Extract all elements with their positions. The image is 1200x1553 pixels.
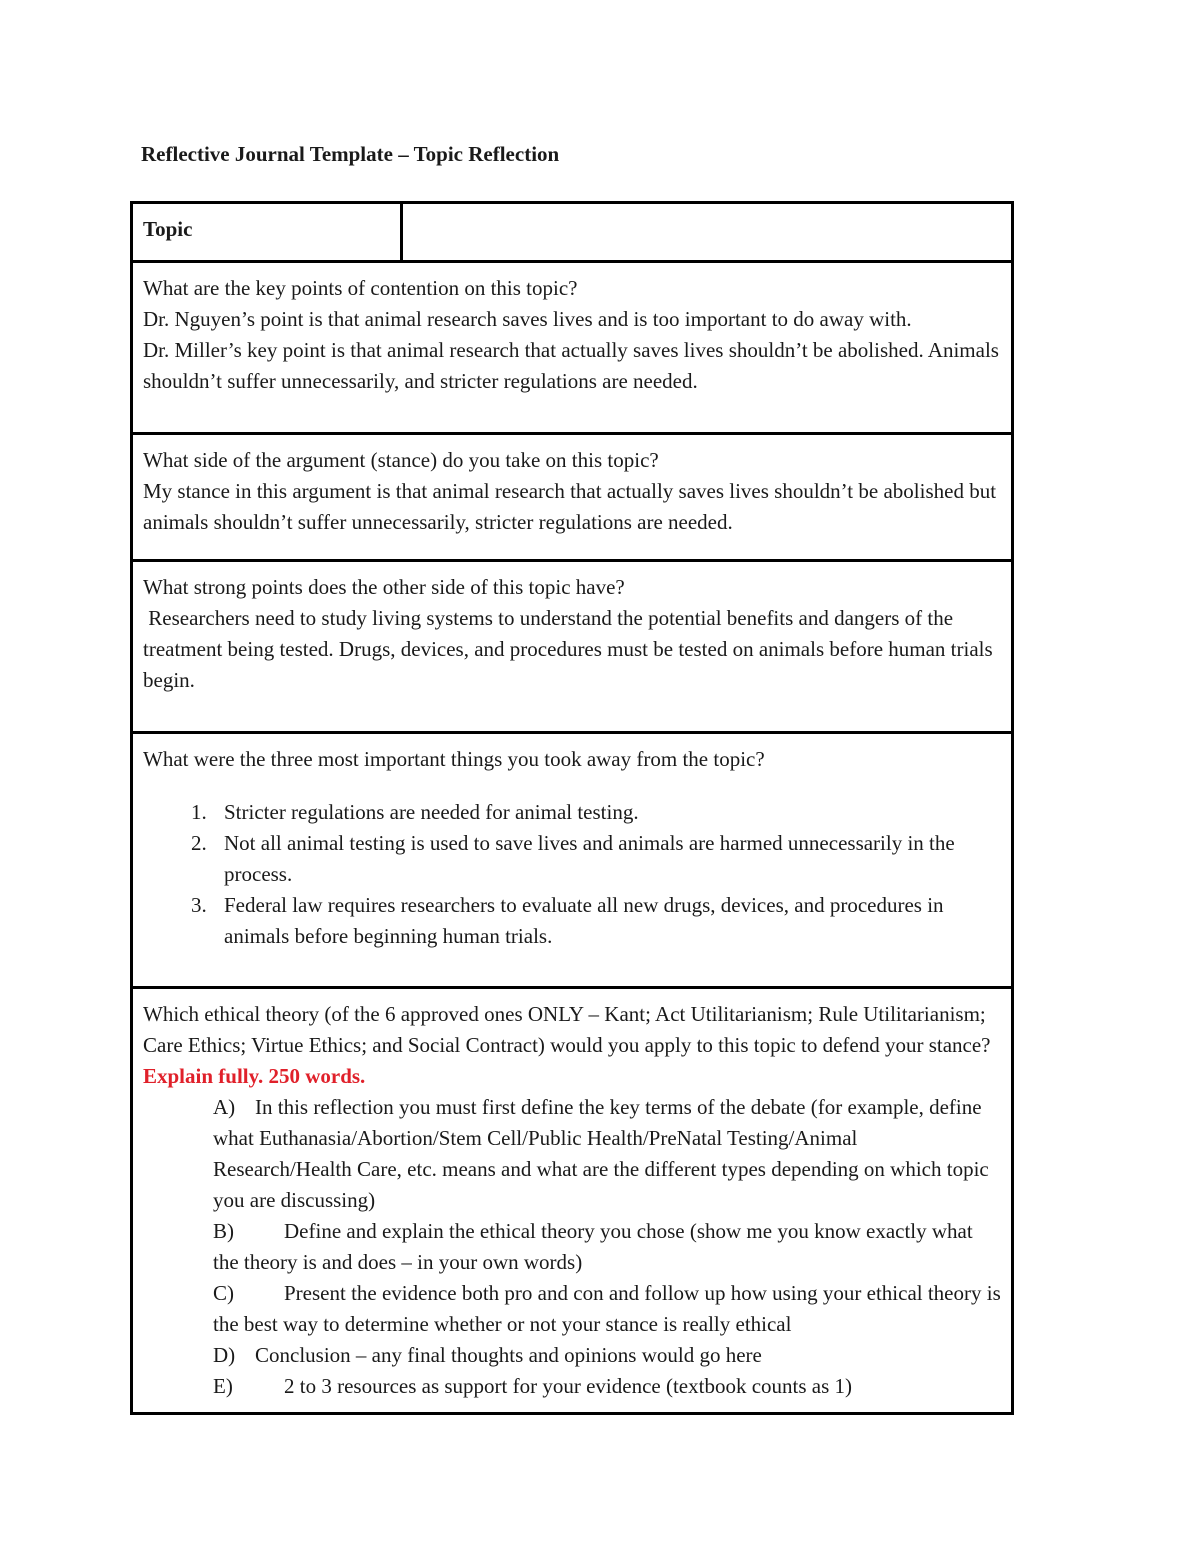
- step-text: Define and explain the ethical theory you chose (show me you know exactly what the theory is and does – in your own words): [213, 1219, 973, 1274]
- other-side-row: [132, 561, 1013, 733]
- ethics-question-text: Which ethical theory (of the 6 approved ones ONLY – Kant; Act Utilitarianism; Rule Utilitarianism; Care Ethics; Virtue Ethics; and Social Contract) would you apply to this topic to defend your stance?: [143, 1002, 991, 1057]
- ethics-cell[interactable]: [132, 988, 1013, 1414]
- reflection-table: [130, 201, 1014, 1415]
- key-points-cell[interactable]: [132, 262, 1013, 434]
- ethics-step-b: [213, 1216, 1001, 1278]
- other-side-question: What strong points does the other side of this topic have?: [143, 575, 625, 599]
- topic-value-cell[interactable]: [402, 203, 1013, 262]
- takeaway-item: 1. Stricter regulations are needed for animal testing.: [212, 797, 1001, 828]
- ethics-step-c: [213, 1278, 1001, 1340]
- takeaways-cell[interactable]: [132, 733, 1013, 988]
- ethics-step-e: [213, 1371, 1001, 1402]
- stance-cell[interactable]: [132, 434, 1013, 561]
- ethics-steps: [143, 1092, 1001, 1402]
- ethics-step-d: [213, 1340, 1001, 1371]
- other-side-answer: Researchers need to study living systems to understand the potential benefits and dangers of the treatment being tested. Drugs, devices, and procedures must be tested on animals before human trials begin.: [143, 606, 998, 692]
- takeaway-item: 2. Not all animal testing is used to save lives and animals are harmed unnecessarily in the process.: [212, 828, 1001, 890]
- stance-answer: My stance in this argument is that animal research that actually saves lives shouldn’t be abolished but animals shouldn’t suffer unnecessarily, stricter regulations are needed.: [143, 479, 997, 534]
- takeaway-item: 3. Federal law requires researchers to evaluate all new drugs, devices, and procedures in animals before beginning human trials.: [212, 890, 1001, 952]
- topic-row: [132, 203, 1013, 262]
- stance-row: [132, 434, 1013, 561]
- step-letter: D): [213, 1343, 236, 1367]
- ethics-step-a: [213, 1092, 1001, 1216]
- takeaways-row: [132, 733, 1013, 988]
- topic-label: Topic: [132, 203, 402, 262]
- step-letter: E): [213, 1374, 233, 1398]
- step-text: Present the evidence both pro and con and follow up how using your ethical theory is the best way to determine whether or not your stance is really ethical: [213, 1281, 1001, 1336]
- key-points-answer-miller: Dr. Miller’s key point is that animal research that actually saves lives shouldn’t be abolished. Animals shouldn’t suffer unnecessarily, and stricter regulations are needed.: [143, 338, 999, 393]
- step-letter: A): [213, 1095, 236, 1119]
- key-points-answer-nguyen: Dr. Nguyen’s point is that animal research saves lives and is too important to do away with.: [143, 307, 912, 331]
- other-side-cell[interactable]: [132, 561, 1013, 733]
- step-text: Conclusion – any final thoughts and opinions would go here: [255, 1343, 762, 1367]
- step-text: 2 to 3 resources as support for your evidence (textbook counts as 1): [284, 1374, 853, 1398]
- ethics-question: [143, 999, 1001, 1092]
- step-letter: C): [213, 1281, 234, 1305]
- stance-question: What side of the argument (stance) do you take on this topic?: [143, 448, 659, 472]
- key-points-row: [132, 262, 1013, 434]
- ethics-row: [132, 988, 1013, 1414]
- step-text: In this reflection you must first define the key terms of the debate (for example, define what Euthanasia/Abortion/Stem Cell/Public Health/PreNatal Testing/Animal Research/Health Care, etc. means and what are the different types depending on which topic you are discussing): [213, 1095, 989, 1212]
- key-points-question: What are the key points of contention on this topic?: [143, 276, 578, 300]
- document-title: Reflective Journal Template – Topic Reflection: [141, 142, 560, 166]
- takeaways-list: [143, 797, 1001, 952]
- ethics-emphasis: Explain fully. 250 words.: [143, 1064, 366, 1088]
- takeaways-question: What were the three most important things you took away from the topic?: [143, 747, 765, 771]
- step-letter: B): [213, 1219, 234, 1243]
